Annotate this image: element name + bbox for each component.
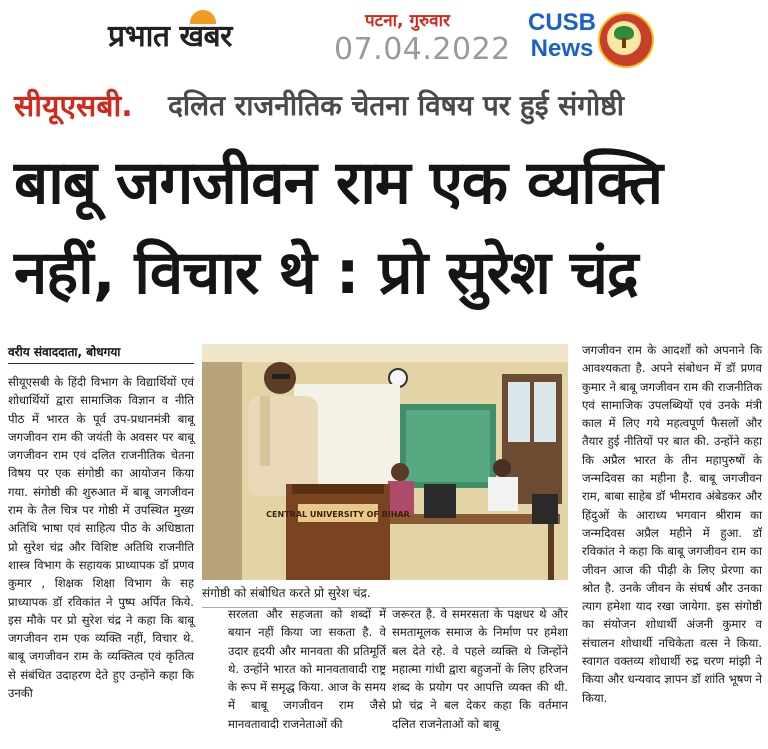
headline-line-1: बाबू जगजीवन राम एक व्यक्ति <box>14 148 663 218</box>
city-day: पटना, गुरुवार <box>365 11 450 31</box>
article-column-2: सरलता और सहजता को शब्दों में बयान नहीं किया जा सकता है. वे उदार हृदयी और मानवता की प्रतिमूर्ति थे. उन्होंने भारत को मानवतावादी राष्ट्र के रूप में समृद्ध किया. आज के समय में बाबू जगजीवन राम जैसे मानवतावादी राजनेताओं की <box>228 607 386 731</box>
podium-label: CENTRAL UNIVERSITY OF BIHAR <box>266 510 410 519</box>
section-label: सीयूएसबी. <box>14 89 133 124</box>
article-column-4: जगजीवन राम के आदर्शों को अपनाने कि आवश्यकता है. अपने संबोधन में डॉ प्रणव कुमार ने बाबू जगजीवन राम की राजनीतिक एवं सामाजिक उपलब्धियों एवं उनके मंत्री काल में लिए गये महत्वपूर्ण फैसलों और तैयार हुई नीतियों पर बात की. उन्होंने कहा कि अप्रैल भारत के तीन महापुरुषों के जन्मदिवस का महीना है. बाबू जगजीवन राम, बाबा साहेब डॉ भीमराव अंबेडकर और हिंदुओं के आराध्य भगवान श्रीराम का जन्मदिवस अप्रैल महीने में हुआ. डॉ रविकांत ने कहा कि बाबू जगजीवन राम का जीवन आज की पीढ़ी के लिए प्रेरणा का श्रोत है. उनके जीवन के संघर्ष और उनका त्याग हमेशा याद रखा जायेगा. इस संगोष्ठी का संयोजन शोधार्थी अंजनी कुमार व संचालन शोधार्थी नचिकेता वत्स ने किया. स्वागत वक्तव्य शोधार्थी रुद्र चरण मांझी ने किया और धन्यवाद ज्ञापन डॉ शांति भूषण ने किया. <box>582 343 762 705</box>
masthead-logo: प्रभात खबर <box>108 19 232 54</box>
article-subtitle: दलित राजनीतिक चेतना विषय पर हुई संगोष्ठी <box>168 89 624 122</box>
badge-line-2: News <box>530 35 594 62</box>
article-column-1: सीयूएसबी के हिंदी विभाग के विद्यार्थियों एवं शोधार्थियों द्वारा सामाजिक विज्ञान व नीति पीठ में भारत के पूर्व उप-प्रधानमंत्री बाबू जगजीवन राम की जयंती के अवसर पर बाबू जगजीवन राम एवं दलित राजनीतिक चेतना विषय पर एक संगोष्ठी का आयोजन किया गया. संगोष्ठी की शुरुआत में बाबू जगजीवन राम के तैल चित्र पर गोष्ठी में उपस्थित मुख्य अतिथि भाषा एवं साहित्य पीठ के अधिष्ठाता प्रो सुरेश चंद्र और विशिष्ट अतिथि राजनीति शास्त्र विभाग के सहायक प्राध्यापक डॉ प्रणव कुमार , शिक्षक शिक्षा विभाग के सह प्राध्यापक डॉ रविकांत ने पुष्प अर्पित किये. इस मौके पर प्रो सुरेश चंद्र ने कहा कि बाबू जगजीवन राम एक व्यक्ति नहीं, विचार थे. बाबू जगजीवन राम के व्यक्तित्व एवं कृतित्व से संबंधित उदाहरण देते हुए उन्होंने कहा कि उनकी <box>8 375 194 701</box>
byline: वरीय संवाददाता, बोधगया <box>8 343 194 364</box>
article-column-3: जरूरत है. वे समरसता के पक्षधर थे और समतामूलक समाज के निर्माण पर हमेशा बल देते रहे. वे पहले व्यक्ति थे जिन्होंने महात्मा गांधी द्वारा बहुजनों के लिए हरिजन शब्द के प्रयोग पर आपत्ति व्यक्त की थी. प्रो चंद्र ने बल देकर कहा कि वर्तमान दलित राजनेताओं को बाबू <box>392 607 568 731</box>
photo-illustration <box>202 344 568 580</box>
issue-date: 07.04.2022 <box>334 32 511 67</box>
cusb-news-badge <box>528 10 596 62</box>
headline-line-2: नहीं, विचार थे : प्रो सुरेश चंद्र <box>14 238 638 308</box>
seal-tree-trunk <box>622 38 626 48</box>
event-photo <box>202 344 568 580</box>
photo-caption: संगोष्ठी को संबोधित करते प्रो सुरेश चंद्र. <box>202 584 568 608</box>
badge-line-1: CUSB <box>528 9 597 36</box>
